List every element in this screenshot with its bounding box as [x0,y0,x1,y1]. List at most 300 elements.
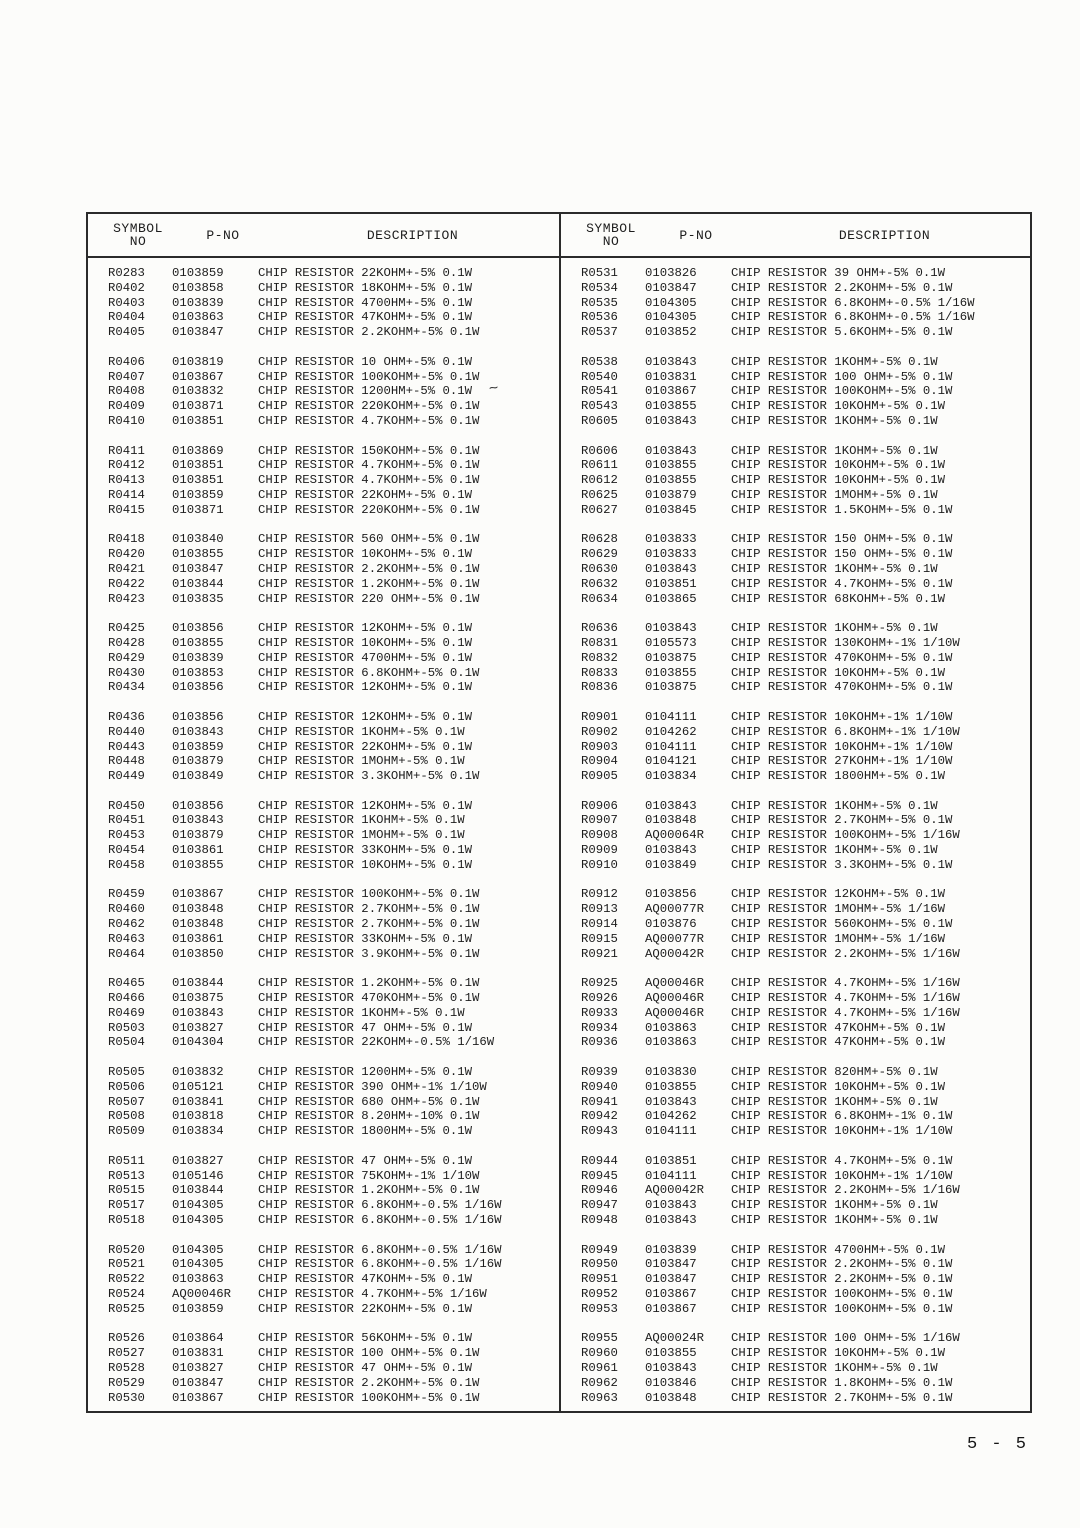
symbol-no-cell: R0534 [581,280,618,295]
table-row [561,1124,1030,1139]
p-no-cell: 0103843 [645,843,697,858]
description-cell: CHIP RESISTOR 1KOHM+-5% 0.1W [731,798,938,813]
table-row [88,1331,559,1346]
description-cell: CHIP RESISTOR 6.8KOHM+-0.5% 1/16W [731,295,975,310]
symbol-no-cell: R0947 [581,1198,618,1213]
table-row [88,710,559,725]
table-row [561,1391,1030,1406]
p-no-cell: 0103867 [172,369,224,384]
table-row [88,473,559,488]
description-cell: CHIP RESISTOR 1KOHM+-5% 0.1W [731,354,938,369]
table-row [561,414,1030,429]
symbol-no-cell: R0914 [581,917,618,932]
table-row [88,1213,559,1228]
symbol-no-cell: R0462 [108,917,145,932]
p-no-cell: 0103844 [172,1183,224,1198]
table-row [561,828,1030,843]
symbol-no-cell: R0443 [108,739,145,754]
symbol-no-cell: R0408 [108,384,145,399]
description-cell: CHIP RESISTOR 6.8KOHM+-1% 0.1W [731,1109,953,1124]
p-no-cell: 0103865 [645,591,697,606]
table-row [88,1080,559,1095]
p-no-cell: 0103855 [172,857,224,872]
symbol-no-cell: R0411 [108,443,145,458]
table-row [561,621,1030,636]
table-row [561,1257,1030,1272]
symbol-no-cell: R0625 [581,487,618,502]
p-no-cell: AQ00064R [645,828,705,843]
table-row [561,902,1030,917]
description-cell: CHIP RESISTOR 4.7KOHM+-5% 1/16W [731,991,960,1006]
table-row [561,1376,1030,1391]
description-cell: CHIP RESISTOR 390 OHM+-1% 1/10W [258,1079,487,1094]
description-cell: CHIP RESISTOR 220 OHM+-5% 0.1W [258,591,480,606]
description-cell: CHIP RESISTOR 1MOHM+-5% 0.1W [258,754,465,769]
description-cell: CHIP RESISTOR 5.6KOHM+-5% 0.1W [731,325,953,340]
p-no-cell: 0103853 [172,665,224,680]
p-no-cell: 0103856 [645,887,697,902]
table-row [88,843,559,858]
description-cell: CHIP RESISTOR 10KOHM+-5% 0.1W [731,473,946,488]
table-row [561,1169,1030,1184]
description-cell: CHIP RESISTOR 2.2KOHM+-5% 0.1W [258,561,480,576]
table-row [561,666,1030,681]
description-cell: CHIP RESISTOR 6.8KOHM+-1% 1/10W [731,724,960,739]
description-cell: CHIP RESISTOR 75KOHM+-1% 1/10W [258,1168,480,1183]
table-row [88,577,559,592]
p-no-cell: 0103843 [645,798,697,813]
symbol-no-cell: R0832 [581,650,618,665]
p-no-cell: 0103847 [645,1272,697,1287]
symbol-no-cell: R0420 [108,547,145,562]
description-cell: CHIP RESISTOR 22KOHM+-5% 0.1W [258,1301,473,1316]
table-row [561,1331,1030,1346]
description-header: DESCRIPTION [366,227,459,243]
symbol-no-cell: R0915 [581,931,618,946]
table-row [88,799,559,814]
table-row [88,858,559,873]
table-row [561,858,1030,873]
table-rows-right [561,258,1030,1411]
symbol-no-cell: R0422 [108,576,145,591]
table-row [88,680,559,695]
p-no-cell: 0104111 [645,1168,697,1183]
description-cell: CHIP RESISTOR 47KOHM+-5% 0.1W [731,1020,946,1035]
p-no-cell: 0103819 [172,354,224,369]
description-cell: CHIP RESISTOR 130KOHM+-1% 1/10W [731,635,960,650]
table-row [561,887,1030,902]
p-no-cell: 0104111 [645,709,697,724]
p-no-cell: 0103875 [645,680,697,695]
p-no-cell: 0103863 [645,1035,697,1050]
table-row [88,991,559,1006]
symbol-no-cell: R0833 [581,665,618,680]
table-row [88,592,559,607]
description-cell: CHIP RESISTOR 1.5KOHM+-5% 0.1W [731,502,953,517]
description-cell: CHIP RESISTOR 12KOHM+-5% 0.1W [258,798,473,813]
description-cell: CHIP RESISTOR 10KOHM+-5% 0.1W [258,857,473,872]
p-no-cell: 0103851 [645,576,697,591]
table-row [561,503,1030,518]
p-no-cell: 0103843 [645,1094,697,1109]
p-no-cell: 0103844 [172,576,224,591]
description-cell: CHIP RESISTOR 10KOHM+-1% 1/10W [731,1124,953,1139]
table-row [88,444,559,459]
description-cell: CHIP RESISTOR 100KOHM+-5% 0.1W [258,1390,480,1405]
table-row [561,769,1030,784]
symbol-no-cell: R0936 [581,1035,618,1050]
table-row [88,266,559,281]
symbol-no-cell: R0450 [108,798,145,813]
symbol-no-cell: R0465 [108,976,145,991]
symbol-no-header [88,222,180,249]
description-cell: CHIP RESISTOR 470KOHM+-5% 0.1W [258,991,480,1006]
symbol-no-cell: R0515 [108,1183,145,1198]
symbol-no-header-line1: SYMBOL [113,220,163,236]
symbol-no-cell: R0404 [108,310,145,325]
table-row [561,636,1030,651]
description-cell: CHIP RESISTOR 27KOHM+-1% 1/10W [731,754,953,769]
table-row [561,1035,1030,1050]
symbol-no-cell: R0403 [108,295,145,310]
description-cell: CHIP RESISTOR 3.3KOHM+-5% 0.1W [731,857,953,872]
table-row [561,947,1030,962]
description-cell: CHIP RESISTOR 4700HM+-5% 0.1W [258,650,473,665]
symbol-no-cell: R0525 [108,1301,145,1316]
description-cell: CHIP RESISTOR 820HM+-5% 0.1W [731,1065,938,1080]
p-no-cell: AQ00042R [645,946,705,961]
table-row [88,296,559,311]
table-row [88,1361,559,1376]
symbol-no-cell: R0902 [581,724,618,739]
symbol-no-cell: R0951 [581,1272,618,1287]
description-cell: CHIP RESISTOR 150 OHM+-5% 0.1W [731,547,953,562]
symbol-no-cell: R0921 [581,946,618,961]
symbol-no-cell: R0538 [581,354,618,369]
table-row [561,1272,1030,1287]
table-row [88,651,559,666]
p-no-cell: 0103831 [172,1346,224,1361]
description-cell: CHIP RESISTOR 6.8KOHM+-0.5% 1/16W [258,1198,502,1213]
symbol-no-cell: R0409 [108,399,145,414]
description-cell: CHIP RESISTOR 4.7KOHM+-5% 1/16W [258,1286,487,1301]
table-row [88,325,559,340]
p-no-cell: 0103867 [645,1301,697,1316]
table-row [561,1198,1030,1213]
symbol-no-cell: R0504 [108,1035,145,1050]
description-cell: CHIP RESISTOR 10KOHM+-1% 1/10W [731,1168,953,1183]
description-cell: CHIP RESISTOR 150 OHM+-5% 0.1W [731,532,953,547]
p-no-cell: AQ00077R [645,931,705,946]
p-no-cell: 0105573 [645,635,697,650]
description-cell: CHIP RESISTOR 1KOHM+-5% 0.1W [731,413,938,428]
table-row [88,1154,559,1169]
symbol-no-cell: R0946 [581,1183,618,1198]
symbol-no-cell: R0543 [581,399,618,414]
p-no-cell: 0103843 [645,413,697,428]
table-row [88,621,559,636]
symbol-no-cell: R0905 [581,769,618,784]
table-row [561,562,1030,577]
symbol-no-cell: R0907 [581,813,618,828]
p-no-cell: 0103847 [172,325,224,340]
symbol-no-cell: R0463 [108,931,145,946]
table-row [561,532,1030,547]
p-no-cell: 0103839 [645,1242,697,1257]
symbol-no-cell: R0505 [108,1065,145,1080]
description-cell: CHIP RESISTOR 12KOHM+-5% 0.1W [258,680,473,695]
p-no-cell: 0103826 [645,266,697,280]
p-no-cell: 0103855 [645,1346,697,1361]
table-row [88,1391,559,1406]
p-no-cell: 0103861 [172,843,224,858]
symbol-no-cell: R0606 [581,443,618,458]
p-no-cell: 0103847 [172,1375,224,1390]
p-no-cell: 0103843 [645,621,697,636]
symbol-no-cell: R0939 [581,1065,618,1080]
table-row [88,1095,559,1110]
description-cell: CHIP RESISTOR 1800HM+-5% 0.1W [731,769,946,784]
symbol-no-cell: R0634 [581,591,618,606]
description-cell: CHIP RESISTOR 100KOHM+-5% 1/16W [731,828,960,843]
description-cell: CHIP RESISTOR 2.2KOHM+-5% 1/16W [731,1183,960,1198]
symbol-no-cell: R0522 [108,1272,145,1287]
description-cell: CHIP RESISTOR 47 OHM+-5% 0.1W [258,1020,473,1035]
description-cell: CHIP RESISTOR 1.8KOHM+-5% 0.1W [731,1375,953,1390]
p-no-cell: 0103855 [645,1079,697,1094]
table-row [561,710,1030,725]
description-cell: CHIP RESISTOR 6.8KOHM+-0.5% 1/16W [258,1242,502,1257]
description-cell: CHIP RESISTOR 10KOHM+-5% 0.1W [731,1346,946,1361]
table-row [88,310,559,325]
description-cell: CHIP RESISTOR 4.7KOHM+-5% 0.1W [258,413,480,428]
symbol-no-cell: R0925 [581,976,618,991]
p-no-cell: 0103859 [172,1301,224,1316]
table-row [561,932,1030,947]
table-row [88,1243,559,1258]
p-no-cell: 0103855 [645,665,697,680]
table-row [88,932,559,947]
p-no-cell: 0103851 [645,1153,697,1168]
description-cell: CHIP RESISTOR 4.7KOHM+-5% 0.1W [731,576,953,591]
p-no-cell: 0104305 [172,1213,224,1227]
p-no-cell: 0103843 [172,813,224,828]
table-row [88,636,559,651]
p-no-cell: 0103843 [645,354,697,369]
symbol-no-cell: R0460 [108,902,145,917]
p-no-cell: 0103863 [172,1272,224,1287]
p-no-cell: 0104262 [645,1109,697,1124]
table-row [561,1302,1030,1317]
symbol-no-cell: R0942 [581,1109,618,1124]
p-no-cell: 0103840 [172,532,224,547]
symbol-no-cell: R0535 [581,295,618,310]
description-cell: CHIP RESISTOR 10KOHM+-5% 0.1W [731,1079,946,1094]
p-no-header: P-NO [206,227,240,243]
p-no-cell: 0103832 [172,1065,224,1080]
table-row [88,769,559,784]
description-cell: CHIP RESISTOR 2.7KOHM+-5% 0.1W [731,813,953,828]
table-row [561,1080,1030,1095]
symbol-no-cell: R0926 [581,991,618,1006]
description-header: DESCRIPTION [838,227,931,243]
p-no-cell: 0103849 [645,857,697,872]
description-cell: CHIP RESISTOR 10KOHM+-5% 0.1W [731,458,946,473]
table-row [561,444,1030,459]
symbol-no-cell: R0953 [581,1301,618,1316]
p-no-cell: 0103833 [645,547,697,562]
description-cell: CHIP RESISTOR 22KOHM+-0.5% 1/16W [258,1035,495,1050]
description-cell: CHIP RESISTOR 1MOHM+-5% 0.1W [258,828,465,843]
symbol-no-cell: R0612 [581,473,618,488]
table-row [561,399,1030,414]
description-cell: CHIP RESISTOR 4.7KOHM+-5% 0.1W [258,473,480,488]
p-no-cell: 0104304 [172,1035,224,1050]
symbol-no-cell: R0530 [108,1390,145,1405]
p-no-cell: 0104305 [172,1198,224,1213]
table-row [88,813,559,828]
description-cell: CHIP RESISTOR 1KOHM+-5% 0.1W [731,561,938,576]
symbol-no-cell: R0611 [581,458,618,473]
symbol-no-cell: R0509 [108,1124,145,1139]
symbol-no-cell: R0469 [108,1005,145,1020]
p-no-cell: 0103839 [172,650,224,665]
symbol-no-cell: R0448 [108,754,145,769]
symbol-no-cell: R0537 [581,325,618,340]
table-row [88,547,559,562]
description-cell: CHIP RESISTOR 6.8KOHM+-0.5% 1/16W [258,1257,502,1272]
p-no-cell: 0103855 [645,399,697,414]
symbol-no-header [561,222,653,249]
parts-table-right-half [559,214,1030,1411]
table-row [561,1243,1030,1258]
p-no-cell: AQ00046R [172,1286,232,1301]
table-row [561,917,1030,932]
symbol-no-cell: R0831 [581,635,618,650]
description-cell: CHIP RESISTOR 1200HM+-5% 0.1W [258,1065,473,1080]
symbol-no-cell: R0913 [581,902,618,917]
p-no-cell: 0103827 [172,1020,224,1035]
description-cell: CHIP RESISTOR 3.3KOHM+-5% 0.1W [258,769,480,784]
table-row [561,281,1030,296]
p-no-cell: AQ00046R [645,1005,705,1020]
p-no-cell: 0103833 [645,532,697,547]
description-cell: CHIP RESISTOR 6.8KOHM+-5% 0.1W [258,665,480,680]
table-row [88,1376,559,1391]
symbol-no-cell: R0933 [581,1005,618,1020]
description-cell: CHIP RESISTOR 8.20HM+-10% 0.1W [258,1109,480,1124]
symbol-no-header-line2: NO [602,234,620,249]
description-cell: CHIP RESISTOR 100KOHM+-5% 0.1W [731,1286,953,1301]
description-cell: CHIP RESISTOR 470KOHM+-5% 0.1W [731,680,953,695]
table-row [88,1021,559,1036]
description-cell: CHIP RESISTOR 18KOHM+-5% 0.1W [258,280,473,295]
symbol-no-cell: R0402 [108,280,145,295]
table-row [561,1021,1030,1036]
symbol-no-cell: R0536 [581,310,618,325]
description-cell: CHIP RESISTOR 100KOHM+-5% 0.1W [731,384,953,399]
table-row [561,813,1030,828]
table-row [88,976,559,991]
p-no-cell: 0103869 [172,443,224,458]
symbol-no-cell: R0407 [108,369,145,384]
p-no-cell: 0103847 [172,561,224,576]
table-row [88,1346,559,1361]
p-no-cell: 0103855 [645,473,697,488]
p-no-cell: 0103871 [172,502,224,517]
p-no-cell: 0103851 [172,413,224,428]
table-row [561,296,1030,311]
symbol-no-cell: R0903 [581,739,618,754]
pen-mark: ~ [487,379,501,399]
symbol-no-cell: R0630 [581,561,618,576]
description-cell: CHIP RESISTOR 10KOHM+-1% 1/10W [731,709,953,724]
description-cell: CHIP RESISTOR 47KOHM+-5% 0.1W [258,1272,473,1287]
table-row [88,458,559,473]
symbol-no-cell: R0901 [581,709,618,724]
p-no-cell: 0103843 [645,443,697,458]
table-row [88,725,559,740]
description-cell: CHIP RESISTOR 2.7KOHM+-5% 0.1W [731,1390,953,1405]
symbol-no-cell: R0628 [581,532,618,547]
symbol-no-cell: R0528 [108,1360,145,1375]
symbol-no-cell: R0412 [108,458,145,473]
description-cell: CHIP RESISTOR 560 OHM+-5% 0.1W [258,532,480,547]
table-rows-left [88,258,559,1411]
p-no-cell: 0104305 [645,295,697,310]
p-no-cell: 0103876 [645,917,697,932]
symbol-no-cell: R0524 [108,1286,145,1301]
description-cell: CHIP RESISTOR 560KOHM+-5% 0.1W [731,917,953,932]
p-no-cell: 0103843 [172,724,224,739]
symbol-no-cell: R0531 [581,266,618,280]
symbol-no-cell: R0962 [581,1375,618,1390]
description-cell: CHIP RESISTOR 47 OHM+-5% 0.1W [258,1360,473,1375]
description-cell: CHIP RESISTOR 68KOHM+-5% 0.1W [731,591,946,606]
description-cell: CHIP RESISTOR 6.8KOHM+-0.5% 1/16W [258,1213,502,1227]
symbol-no-cell: R0518 [108,1213,145,1227]
symbol-no-cell: R0952 [581,1286,618,1301]
description-cell: CHIP RESISTOR 4.7KOHM+-5% 0.1W [731,1153,953,1168]
table-row [88,281,559,296]
symbol-no-cell: R0466 [108,991,145,1006]
description-cell: CHIP RESISTOR 47KOHM+-5% 0.1W [731,1035,946,1050]
symbol-no-cell: R0949 [581,1242,618,1257]
symbol-no-cell: R0410 [108,413,145,428]
table-row [561,473,1030,488]
symbol-no-cell: R0636 [581,621,618,636]
table-row [561,547,1030,562]
table-row [88,414,559,429]
p-no-cell: 0103875 [645,650,697,665]
p-no-cell: 0103843 [645,1360,697,1375]
description-cell: CHIP RESISTOR 10KOHM+-1% 1/10W [731,739,953,754]
table-row [88,828,559,843]
table-row [88,1006,559,1021]
description-cell: CHIP RESISTOR 150KOHM+-5% 0.1W [258,443,480,458]
symbol-no-cell: R0434 [108,680,145,695]
p-no-cell: 0103834 [645,769,697,784]
symbol-no-cell: R0517 [108,1198,145,1213]
description-cell: CHIP RESISTOR 2.2KOHM+-5% 0.1W [258,1375,480,1390]
description-cell: CHIP RESISTOR 100 OHM+-5% 0.1W [258,1346,480,1361]
table-row [561,370,1030,385]
symbol-no-cell: R0503 [108,1020,145,1035]
p-no-cell: 0103867 [172,1390,224,1405]
parts-table [86,212,1032,1413]
symbol-no-cell: R0908 [581,828,618,843]
p-no-cell: 0103867 [172,887,224,902]
